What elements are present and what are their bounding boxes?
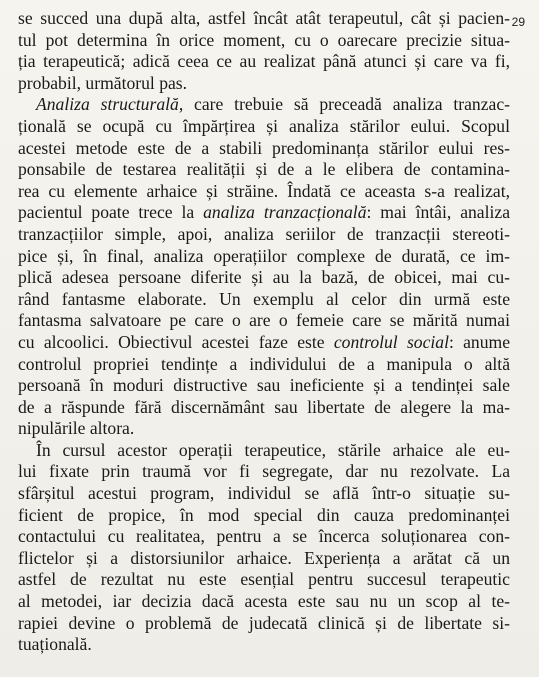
text-line: se succed una după alta, astfel încât atât terapeutul, cât și pacien- — [18, 8, 510, 28]
text-line: tuațională. — [18, 634, 92, 655]
text-line: pice și, în final, analiza operațiilor complexe de durată, ce im- — [18, 245, 510, 266]
text-line: fantasma salvatoare pe care o are o femeie care se mărită numai — [18, 310, 510, 331]
italic-term: Analiza structurală — [36, 94, 179, 115]
body-text — [18, 8, 510, 656]
text-line: tul pot determina în orice moment, cu o oarecare precizie situa- — [18, 29, 510, 50]
text-line — [18, 332, 510, 354]
text-line: flictelor și a distorsiunilor arhaice. Experiența a arătat că un — [18, 547, 510, 568]
text-line: plică adesea persoane diferite și au la bază, de obicei, mai cu- — [18, 267, 510, 288]
text-line — [18, 202, 510, 224]
text-line: sfârșitul acestui program, individul se află într-o situație su- — [18, 483, 510, 504]
text-span: cu alcoolici. Obiectivul acestei faze este — [18, 331, 334, 352]
text-line: persoană în moduri distructive sau ineficiente și a tendinței sale — [18, 375, 510, 396]
text-line: de a răspunde fără discernământ sau libertate de alegere la ma- — [18, 396, 510, 417]
text-line: rea cu elemente arhaice și străine. Îndată ce aceasta s-a realizat, — [18, 180, 510, 201]
text-line: tranzacțiilor simple, apoi, analiza seriilor de tranzacții stereoti- — [18, 223, 510, 244]
text-line: acestei metode este de a stabili predominanța stărilor eului res- — [18, 137, 510, 158]
text-line: probabil, următorul pas. — [18, 72, 188, 93]
text-line: rapiei devine o problemă de judecată clinică și de libertate si- — [18, 612, 510, 633]
text-line: nipulările altora. — [18, 418, 135, 439]
text-line: al metodei, iar decizia dacă acesta este sau nu un scop al te- — [18, 591, 510, 612]
text-line: țională se ocupă cu împărțirea și analiza stărilor eului. Scopul — [18, 115, 510, 136]
text-span: : mai întâi, analiza — [366, 202, 511, 223]
text-line: controlul propriei tendințe a individului de a manipula o altă — [18, 353, 510, 374]
text-span: : anume — [448, 331, 511, 352]
italic-term: analiza tranzacțională — [203, 202, 367, 223]
page-number: 29 — [511, 15, 525, 29]
text-line: contactului cu realitatea, pentru a se încerca soluționarea con- — [18, 526, 510, 547]
text-line: ția terapeutică; adică ceea ce au realizat până atunci și care va fi, — [18, 51, 510, 72]
italic-term: controlul social — [333, 331, 449, 352]
text-line: ponsabile de testarea realității și de a le elibera de contamina- — [18, 159, 510, 180]
text-span: pacientul poate trece la — [18, 202, 204, 223]
text-line: În cursul acestor operații terapeutice, stările arhaice ale eu- — [36, 439, 510, 460]
text-line: astfel de rezultat nu este esențial pentru succesul terapeutic — [18, 569, 510, 590]
text-line: ficient de propice, în mod special din cauza predominanței — [18, 504, 510, 525]
text-line — [18, 94, 510, 116]
text-line: rând fantasme elaborate. Un exemplu al celor din urmă este — [18, 288, 510, 309]
text-span: , care trebuie să preceadă analiza tranzac- — [178, 94, 510, 115]
text-line: lui fixate prin traumă vor fi segregate, dar nu rezolvate. La — [18, 461, 510, 482]
